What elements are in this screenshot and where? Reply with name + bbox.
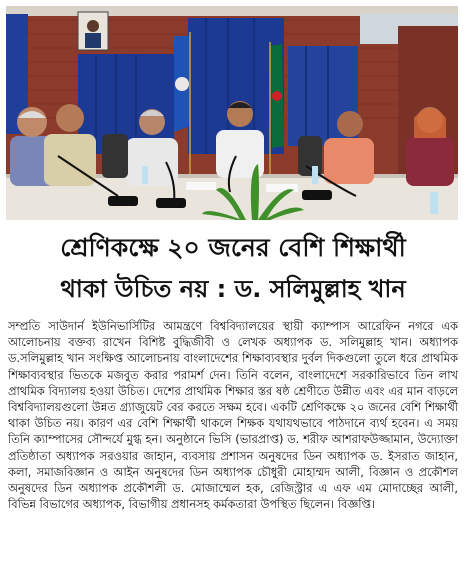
meeting-photo-illustration bbox=[6, 6, 458, 220]
article-body: সম্প্রতি সাউদার্ন ইউনিভার্সিটির আমন্ত্রণে বিশ্ববিদ্যালয়ের স্থায়ী ক্যাম্পাস আরেফিন নগরে এক আলোচনায় বক্তব্য রাখেন বিশিষ্ট বুদ্ধিজীবী ও লেখক অধ্যাপক ড. সলিমুল্লাহ খান। অধ্যাপক ড.সলিমুল্লাহ খান সংক্ষিপ্ত আলোচনায় বাংলাদেশের শিক্ষাব্যবস্থার দুর্বল দিকগুলো তুলে ধরে প্রাথমিক শিক্ষাব্যবস্থার ভিতকে মজবুত করার পরামর্শ দেন। তিনি বলেন, বাংলাদেশে সরকারিভাবে তিন লাখ প্রাথমিক বিদ্যালয় হওয়া উচিত। দেশের প্রাথমিক শিক্ষার স্তর ষষ্ঠ শ্রেণীতে উন্নীত এবং এর মান বাড়লে বিশ্ববিদ্যালয়গুলো উন্নত গ্র্যাজুয়েট বের করতে সক্ষম হবে। একটি শ্রেণিকক্ষে ২০ জনের বেশি শিক্ষার্থী থাকা উচিত নয়। কারণ এর বেশি শিক্ষার্থী থাকলে শিক্ষক যথাযথভাবে পাঠদানে ব্যর্থ হবেন। এ সময় তিনি ক্যাম্পাসের সৌন্দর্যে মুগ্ধ হন। অনুষ্ঠানে ভিসি (ভারপ্রাপ্ত) ড. শরীফ আশরাফউজ্জামান, উদ্যোক্তা প্রতিষ্ঠাতা অধ্যাপক সরওয়ার জাহান, ব্যবসায় প্রশাসন অনুষদের ডিন অধ্যাপক ড. ইসরাত জাহান, কলা, সমাজবিজ্ঞান ও আইন অনুষদের ডিন অধ্যাপক চৌধুরী মোহাম্মদ আলী, বিজ্ঞান ও প্রকৌশল অনুষদের ডিন অধ্যাপক প্রকৌশলী ড. মোজাম্মেল হক, রেজিস্ট্রার এ এফ এম মোদাচ্ছের আলী, বিভিন্ন বিভাগের অধ্যাপক, বিভাগীয় প্রধানসহ কর্মকতারা উপস্থিত ছিলেন। বিজ্ঞপ্তি। bbox=[8, 319, 458, 512]
chair bbox=[298, 136, 322, 176]
chair bbox=[102, 134, 128, 178]
headline-line-1: শ্রেণিকক্ষে ২০ জনের বেশি শিক্ষার্থী bbox=[60, 233, 406, 262]
headline-line-2: থাকা উচিত নয় : ড. সলিমুল্লাহ খান bbox=[60, 275, 406, 303]
news-photo bbox=[6, 6, 458, 220]
